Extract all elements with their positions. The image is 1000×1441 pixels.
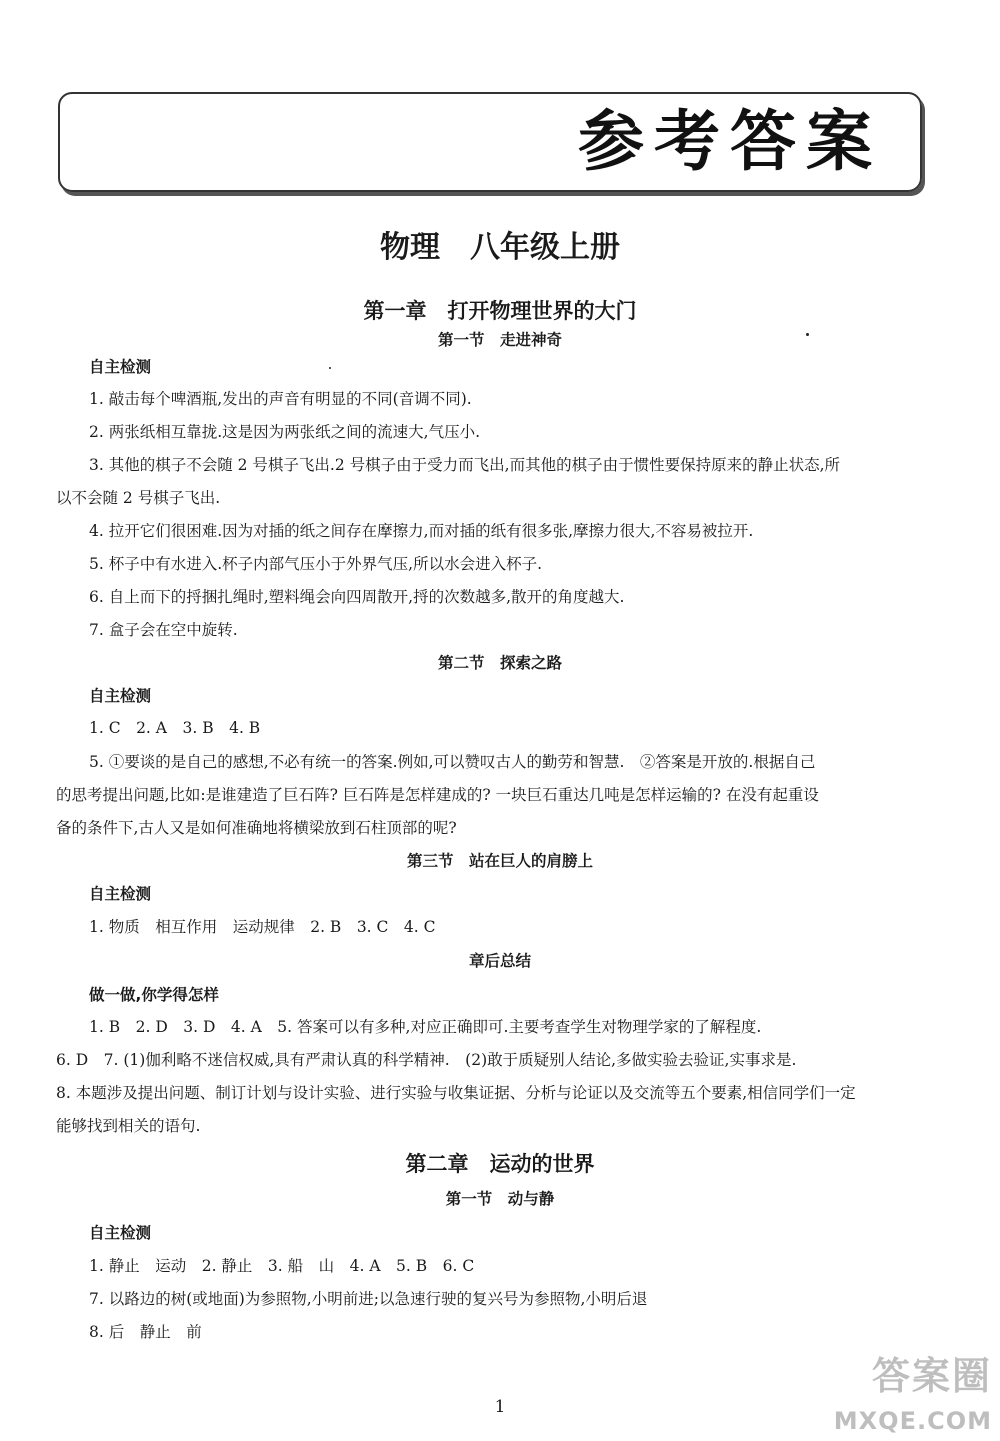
- chapter-title: 第二章 运动的世界: [405, 1152, 595, 1176]
- answer-line: 1. B 2. D 3. D 4. A 5. 答案可以有多种,对应正确即可.主要考查学生对物理学家的了解程度.: [89, 1018, 762, 1036]
- answer-line: 能够找到相关的语句.: [56, 1117, 201, 1135]
- chapter-title: 第一章 打开物理世界的大门: [363, 299, 637, 323]
- answer-line: 8. 本题涉及提出问题、制订计划与设计实验、进行实验与收集证据、分析与论证以及交流等五个要素,相信同学们一定: [56, 1084, 856, 1102]
- watermark-logo: [792, 1345, 992, 1435]
- answer-line: 1. 静止 运动 2. 静止 3. 船 山 4. A 5. B 6. C: [89, 1257, 475, 1275]
- answer-line: 1. 敲击每个啤酒瓶,发出的声音有明显的不同(音调不同).: [89, 390, 472, 408]
- section-title: 第二节 探索之路: [437, 654, 562, 672]
- section-title: 第一节 动与静: [445, 1190, 555, 1208]
- document-title: 物理 八年级上册: [380, 230, 620, 265]
- answer-line: 6. 自上而下的捋捆扎绳时,塑料绳会向四周散开,捋的次数越多,散开的角度越大.: [89, 588, 625, 606]
- answer-line: 5. 杯子中有水进入.杯子内部气压小于外界气压,所以水会进入杯子.: [89, 555, 542, 573]
- answer-line: 7. 以路边的树(或地面)为参照物,小明前进;以急速行驶的复兴号为参照物,小明后退: [89, 1290, 648, 1308]
- header-title: 参考答案: [578, 103, 882, 180]
- section-label: 自主检测: [89, 885, 152, 903]
- answer-line: 8. 后 静止 前: [89, 1323, 202, 1341]
- answer-line: 备的条件下,古人又是如何准确地将横梁放到石柱顶部的呢?: [56, 819, 457, 837]
- section-title: 第三节 站在巨人的肩膀上: [406, 852, 593, 870]
- answer-line: 的思考提出问题,比如:是谁建造了巨石阵? 巨石阵是怎样建成的? 一块巨石重达几吨是怎样运输的? 在没有起重设: [56, 786, 819, 804]
- section-label: 自主检测: [89, 358, 152, 376]
- scan-speck: [806, 333, 809, 336]
- answer-line: 4. 拉开它们很困难.因为对插的纸之间存在摩擦力,而对插的纸有很多张,摩擦力很大,不容易被拉开.: [89, 522, 754, 540]
- answer-line: 3. 其他的棋子不会随 2 号棋子飞出.2 号棋子由于受力而飞出,而其他的棋子由于惯性要保持原来的静止状态,所: [89, 456, 841, 474]
- section-label: 自主检测: [89, 687, 152, 705]
- watermark-url: MXQE.COM: [833, 1407, 992, 1435]
- answer-line: 以不会随 2 号棋子飞出.: [56, 489, 221, 507]
- answer-line: 5. ①要谈的是自己的感想,不必有统一的答案.例如,可以赞叹古人的勤劳和智慧. ②答案是开放的.根据自己: [89, 753, 816, 771]
- section-label: 做一做,你学得怎样: [89, 986, 219, 1004]
- scan-speck: [329, 367, 331, 369]
- answer-line: 1. 物质 相互作用 运动规律 2. B 3. C 4. C: [89, 918, 436, 936]
- watermark-text: 答案圈: [871, 1354, 992, 1398]
- page-number: 1: [494, 1397, 506, 1417]
- section-title: 第一节 走进神奇: [437, 331, 562, 349]
- answer-line: 7. 盒子会在空中旋转.: [89, 621, 238, 639]
- answer-line: 6. D 7. (1)伽利略不迷信权威,具有严肃认真的科学精神. (2)敢于质疑别人结论,多做实验去验证,实事求是.: [56, 1051, 797, 1069]
- section-label: 自主检测: [89, 1224, 152, 1242]
- header-banner: [58, 92, 922, 192]
- answer-line: 1. C 2. A 3. B 4. B: [89, 719, 261, 737]
- answer-line: 2. 两张纸相互靠拢.这是因为两张纸之间的流速大,气压小.: [89, 423, 480, 441]
- section-title: 章后总结: [468, 952, 531, 970]
